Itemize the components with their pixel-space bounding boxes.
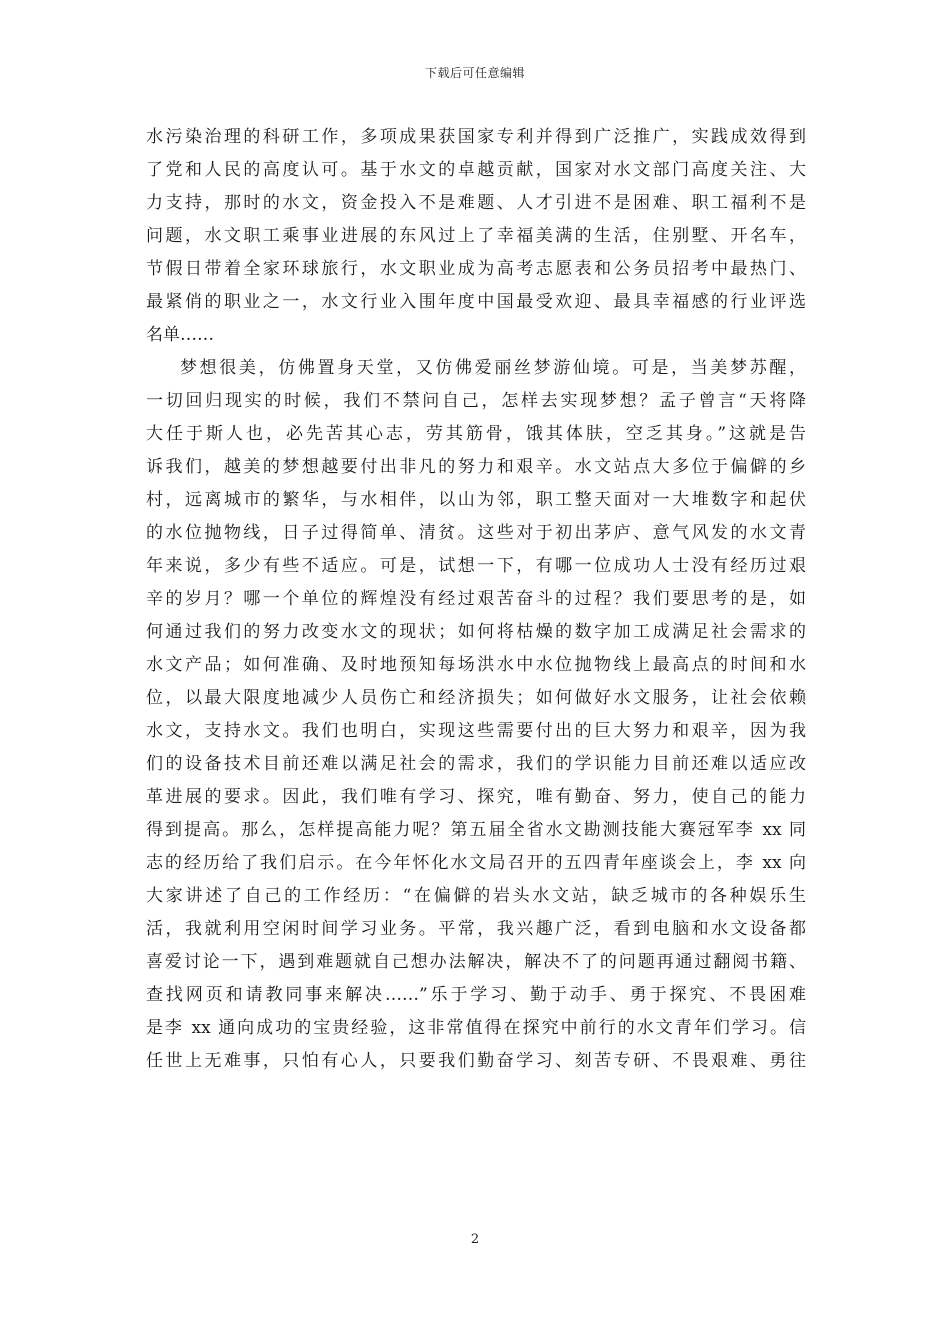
text-line: 水文，支持水文。我们也明白，实现这些需要付出的巨大努力和艰辛，因为我 bbox=[146, 721, 806, 741]
text-line: 志的经历给了我们启示。在今年怀化水文局召开的五四青年座谈会上，李 xx 向 bbox=[146, 853, 806, 873]
text-line: 最紧俏的职业之一，水文行业入围年度中国最受欢迎、最具幸福感的行业评选 bbox=[146, 292, 806, 312]
text-line: 是李 xx 通向成功的宝贵经验，这非常值得在探究中前行的水文青年们学习。信 bbox=[146, 1018, 806, 1038]
text-line: 诉我们，越美的梦想越要付出非凡的努力和艰辛。水文站点大多位于偏僻的乡 bbox=[146, 457, 806, 477]
text-line: 问题，水文职工乘事业进展的东风过上了幸福美满的生活，住别墅、开名车， bbox=[146, 226, 806, 246]
text-line: 喜爱讨论一下，遇到难题就自己想办法解决，解决不了的问题再通过翻阅书籍、 bbox=[146, 952, 806, 972]
text-line: 梦想很美，仿佛置身天堂，又仿佛爱丽丝梦游仙境。可是，当美梦苏醒， bbox=[180, 358, 806, 378]
text-line: 大家讲述了自己的工作经历：“在偏僻的岩头水文站，缺乏城市的各种娱乐生 bbox=[146, 886, 806, 906]
text-line: 水文产品；如何准确、及时地预知每场洪水中水位抛物线上最高点的时间和水 bbox=[146, 655, 806, 675]
text-line: 节假日带着全家环球旅行，水文职业成为高考志愿表和公务员招考中最热门、 bbox=[146, 259, 806, 279]
text-line: 得到提高。那么，怎样提高能力呢？第五届全省水文勘测技能大赛冠军李 xx 同 bbox=[146, 820, 806, 840]
text-line: 了党和人民的高度认可。基于水文的卓越贡献，国家对水文部门高度关注、大 bbox=[146, 160, 806, 180]
text-line: 力支持，那时的水文，资金投入不是难题、人才引进不是困难、职工福利不是 bbox=[146, 193, 806, 213]
text-line: 活，我就利用空闲时间学习业务。平常，我兴趣广泛，看到电脑和水文设备都 bbox=[146, 919, 806, 939]
text-line: 村，远离城市的繁华，与水相伴，以山为邻，职工整天面对一大堆数字和起伏 bbox=[146, 490, 806, 510]
text-line: 辛的岁月？哪一个单位的辉煌没有经过艰苦奋斗的过程？我们要思考的是，如 bbox=[146, 589, 806, 609]
text-line: 一切回归现实的时候，我们不禁问自己，怎样去实现梦想？孟子曾言“天将降 bbox=[146, 391, 806, 411]
text-line: 的水位抛物线，日子过得简单、清贫。这些对于初出茅庐、意气风发的水文青 bbox=[146, 523, 806, 543]
text-line: 革进展的要求。因此，我们唯有学习、探究，唯有勤奋、努力，使自己的能力 bbox=[146, 787, 806, 807]
text-line: 位，以最大限度地减少人员伤亡和经济损失；如何做好水文服务，让社会依赖 bbox=[146, 688, 806, 708]
page-header: 下载后可任意编辑 bbox=[424, 66, 525, 80]
text-line: 们的设备技术目前还难以满足社会的需求，我们的学识能力目前还难以适应改 bbox=[146, 754, 806, 774]
text-line: 何通过我们的努力改变水文的现状；如何将枯燥的数字加工成满足社会需求的 bbox=[146, 622, 806, 642]
body-text bbox=[146, 121, 806, 1078]
text-line: 大任于斯人也，必先苦其心志，劳其筋骨，饿其体肤，空乏其身。”这就是告 bbox=[146, 424, 806, 444]
text-line: 年来说，多少有些不适应。可是，试想一下，有哪一位成功人士没有经历过艰 bbox=[146, 556, 806, 576]
page-number: 2 bbox=[470, 1232, 480, 1247]
text-line: 名单…… bbox=[146, 325, 214, 345]
text-line: 查找网页和请教同事来解决……”乐于学习、勤于动手、勇于探究、不畏困难 bbox=[146, 985, 806, 1005]
text-line: 水污染治理的科研工作，多项成果获国家专利并得到广泛推广，实践成效得到 bbox=[146, 127, 806, 147]
text-line: 任世上无难事，只怕有心人，只要我们勤奋学习、刻苦专研、不畏艰难、勇往 bbox=[146, 1051, 806, 1071]
